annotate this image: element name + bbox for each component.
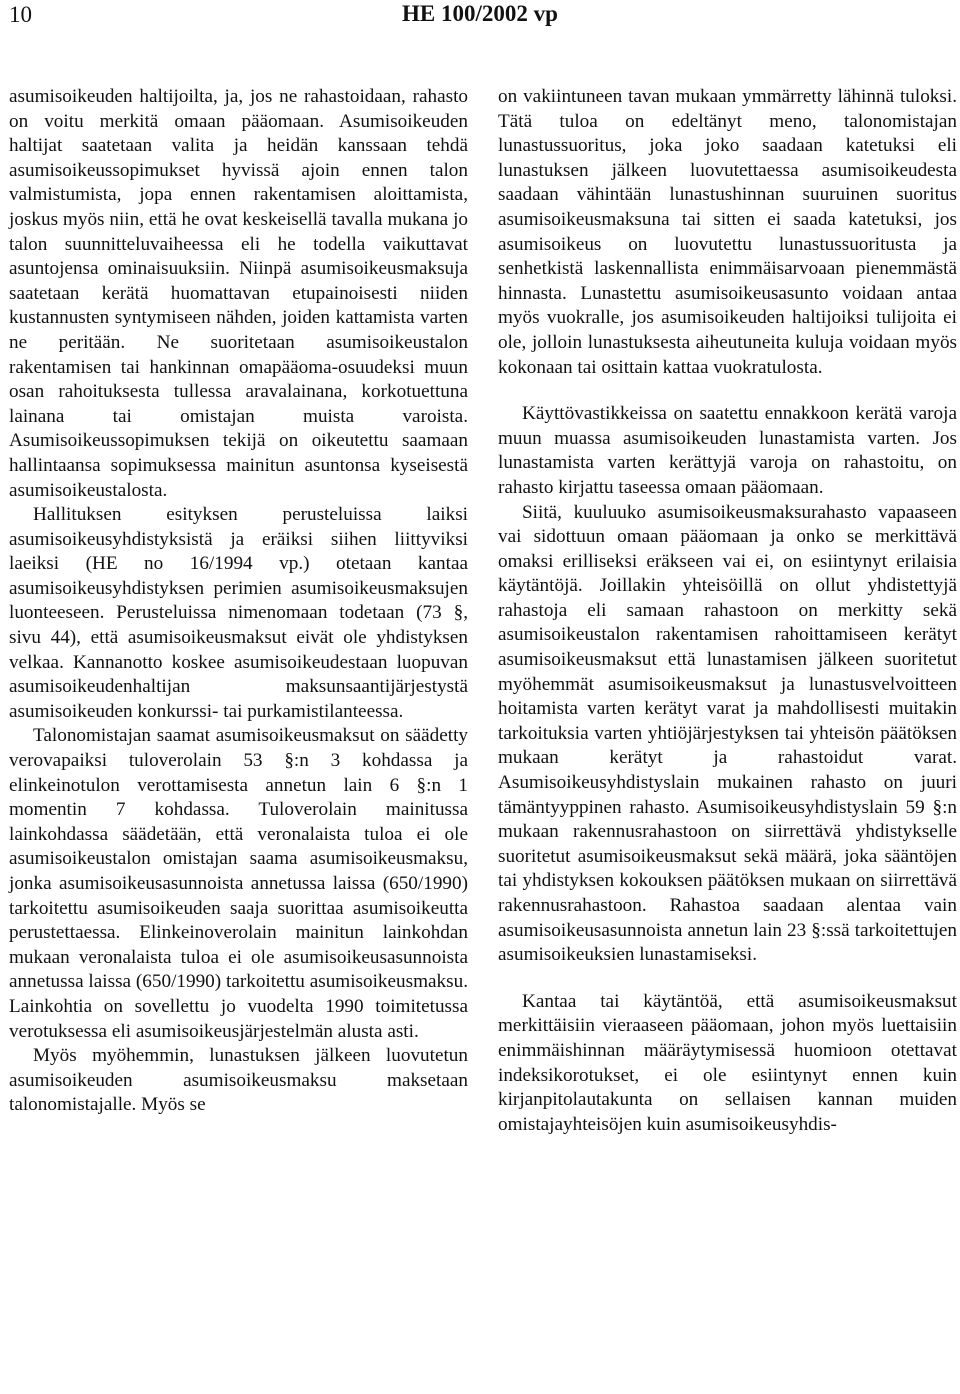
left-paragraph-3: Talonomistajan saamat asumisoikeusmaksut on säädetty verovapaiksi tuloverolain 53 §:n 3 kohdassa ja elinkeinotulon verottamisesta annetun lain 6 §:n 1 momentin 7 kohdassa. Tuloverolain mainitussa lainkohdassa säädetään, että veronalaista tuloa ei ole asumisoikeustalon omistajan saama asumisoikeusmaksu, jonka asumisoikeusasunnoista annetussa laissa (650/1990) tarkoitettu asumisoikeuden saaja suorittaa asumisoikeutta perustettaessa. Elinkeinoverolain mainitun lainkohdan mukaan veronalaista tuloa ei ole asumisoikeusasunnoista annetussa laissa (650/1990) tarkoitettu asumisoikeusmaksu. Lainkohtia on sovellettu jo vuodelta 1990 toimitetussa verotuksessa eli asumisoikeusjärjestelmän alusta asti. — [9, 725, 468, 1042]
right-paragraph-1: on vakiintuneen tavan mukaan ymmärretty lähinnä tuloksi. Tätä tuloa on edeltänyt meno, talonomistajan lunastussuoritus, joka joko saadaan katetuksi eli lunastuksen jälkeen luovutettaessa asumisoikeudesta saadaan vähintään lunastushinnan suuruinen suoritus asumisoikeusmaksuna tai sitten ei saada katetuksi, jos asumisoikeus on luovutettu lunastussuoritusta ja senhetkistä laskennallista enimmäisarvoaan pienemmästä hinnasta. Lunastettu asumisoikeusasunto voidaan antaa myös vuokralle, jos asumisoikeuden haltijoiksi tulijoita ei ole, jolloin lunastuksesta aiheutuneita kuluja voidaan myös kokonaan tai osittain kattaa vuokratulosta. — [498, 86, 957, 378]
left-paragraph-4: Myös myöhemmin, lunastuksen jälkeen luovutetun asumisoikeuden asumisoikeusmaksu maksetaan talonomistajalle. Myös se — [9, 1045, 468, 1116]
right-paragraph-2: Käyttövastikkeissa on saatettu ennakkoon kerätä varoja muun muassa asumisoikeuden lunastamista varten. Jos lunastamista varten kerättyjä varoja on rahastoitu, on rahasto kirjattu taseessa omaan pääomaan. — [498, 403, 957, 498]
page-number: 10 — [9, 2, 32, 27]
right-column — [498, 85, 957, 1137]
right-paragraph-4: Kantaa tai käytäntöä, että asumisoikeusmaksut merkittäisiin vieraaseen pääomaan, johon myös luettaisiin enimmäishinnan määräytymisessä huomioon otettavat indeksikorotukset, ei ole esiintynyt ennen kuin kirjanpitolautakunta on sellaisen kannan muiden omistajayhteisöjen kuin asumisoikeusyhdis- — [498, 990, 957, 1135]
document-id: HE 100/2002 vp — [402, 1, 558, 26]
left-paragraph-1: asumisoikeuden haltijoilta, ja, jos ne rahastoidaan, rahasto on voitu merkitä omaan pääomaan. Asumisoikeuden haltijat saatetaan valita ja heidän kanssaan tehdä asumisoikeussopimukset hyvissä ajoin ennen talon valmistumista, jopa ennen rakentamisen aloittamista, joskus myös niin, että he ovat keskeisellä tavalla mukana jo talon suunnitteluvaiheessa eli he todella vaikuttavat asuntojensa ominaisuuksiin. Niinpä asumisoikeusmaksuja saatetaan kerätä huomattavan etupainoisesti niiden kustannusten syntymiseen nähden, joiden kattamista varten ne peritään. Ne suoritetaan asumisoikeustalon rakentamisen tai hankinnan omapääoma-osuudeksi muun osan rahoituksesta tullessa aravalainana, korkotuettuna lainana tai omistajan muista varoista. Asumisoikeussopimuksen tekijä on oikeutettu saamaan hallintaansa sopimuksessa mainitun asuntonsa kyseisestä asumisoikeustalosta. — [9, 86, 468, 501]
left-paragraph-2: Hallituksen esityksen perusteluissa laiksi asumisoikeusyhdistyksistä ja eräiksi siihen liittyviksi laeiksi (HE no 16/1994 vp.) otetaan kantaa asumisoikeusyhdistyksen perimien asumisoikeusmaksujen luonteeseen. Perusteluissa nimenomaan todetaan (73 §, sivu 44), että asumisoikeusmaksut eivät ole yhdistyksen velkaa. Kannanotto koskee asumisoikeudestaan luopuvan asumisoikeudenhaltijan maksunsaantijärjestystä asumisoikeuden konkurssi- tai purkamistilanteessa. — [9, 504, 468, 722]
left-column — [9, 85, 468, 1118]
page-header — [0, 0, 960, 40]
right-paragraph-3: Siitä, kuuluuko asumisoikeusmaksurahasto vapaaseen vai sidottuun omaan pääomaan ja onko se merkittävä omaksi erilliseksi eräkseen vai ei, on esiintynyt erilaisia käytäntöjä. Joillakin yhteisöillä on ollut yhdistettyjä rahastoja eli samaan rahastoon on merkitty sekä asumisoikeustalon rakentamisen rahoittamiseen kerätyt asumisoikeusmaksut että lunastamisen jälkeen suoritetut myöhemmät asumisoikeusmaksut ja lunastusvelvoitteen hoitamista varten kerätyt varat ja mahdollisesti muitakin tarkoituksia varten yhtiöjärjestyksen tai yhteisön päätöksen mukaan kerätyt ja rahastoidut varat. Asumisoikeusyhdistyslain mukainen rahasto on juuri tämäntyyppinen rahasto. Asumisoikeusyhdistyslain 59 §:n mukaan rakennusrahastoon on siirrettävä yhdistykselle suoritetut asumisoikeusmaksut sekä määrä, joka sääntöjen tai yhdistyksen kokouksen päätöksen mukaan on siirrettävä rakennusrahastoon. Rahastoa saadaan alentaa vain asumisoikeusasunnoista annetun lain 23 §:ssä tarkoitettujen asumisoikeuksien lunastamiseksi. — [498, 501, 957, 966]
